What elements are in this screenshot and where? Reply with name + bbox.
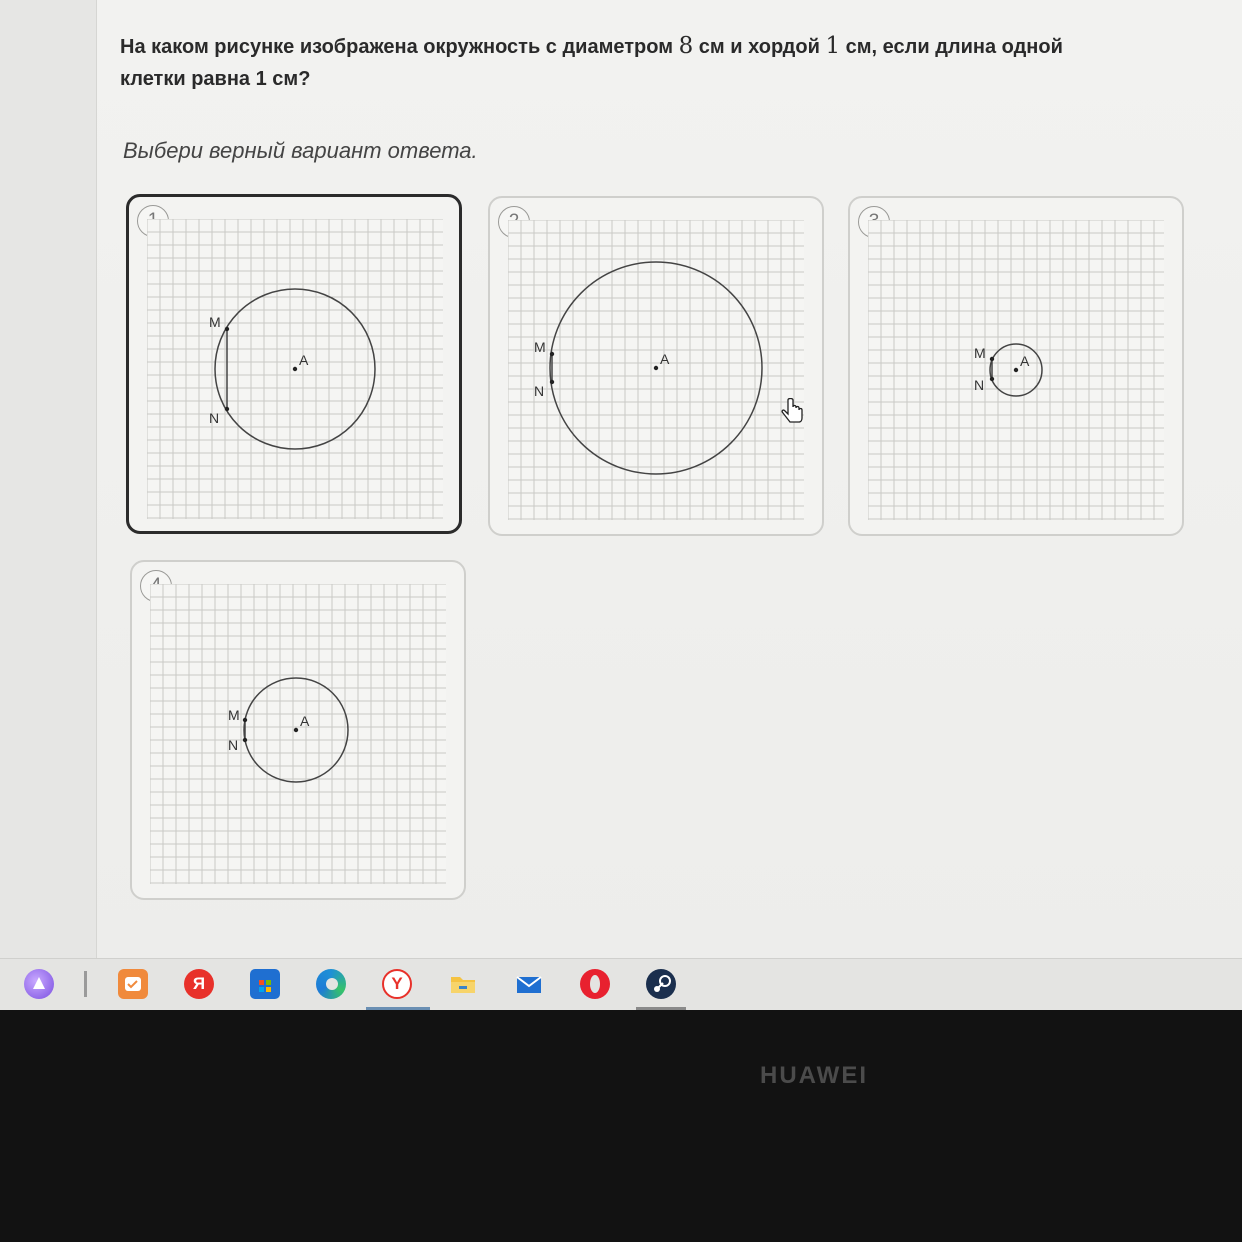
yandex-icon[interactable]: Я (184, 969, 214, 999)
label-n: N (228, 737, 239, 753)
center-point-a (1014, 368, 1018, 372)
point-m (243, 718, 247, 722)
label-n: N (534, 383, 545, 399)
label-m: M (228, 707, 240, 723)
tasks-icon[interactable] (118, 969, 148, 999)
answer-option-3[interactable] (848, 196, 1184, 536)
figure-grid (508, 220, 804, 520)
figure-grid (147, 219, 443, 519)
answer-option-1[interactable] (126, 194, 462, 534)
store-icon[interactable] (250, 969, 280, 999)
taskbar (0, 958, 1242, 1011)
point-m (225, 327, 229, 331)
label-a: A (1020, 353, 1030, 369)
point-n (990, 377, 994, 381)
center-point-a (654, 366, 658, 370)
laptop-bezel (0, 1010, 1242, 1242)
point-n (225, 407, 229, 411)
yandex-browser-icon[interactable]: Y (382, 969, 412, 999)
alice-icon[interactable] (24, 969, 54, 999)
point-n (550, 380, 554, 384)
figure-grid (868, 220, 1164, 520)
brand-logo: HUAWEI (760, 1062, 868, 1089)
mail-icon[interactable] (514, 969, 544, 999)
point-n (243, 738, 247, 742)
figure-grid (150, 584, 446, 884)
label-m: M (209, 314, 221, 330)
point-m (550, 352, 554, 356)
center-point-a (294, 728, 298, 732)
label-a: A (300, 713, 310, 729)
grid-background (150, 584, 446, 884)
point-m (990, 357, 994, 361)
label-n: N (974, 377, 985, 393)
label-m: M (534, 339, 546, 355)
answer-option-4[interactable] (130, 560, 466, 900)
question-text: На каком рисунке изображена окружность с диаметром 8 см и хордой 1 см, если длина одной клетки равна 1 см? (120, 33, 1063, 90)
label-a: A (660, 351, 670, 367)
edge-icon[interactable] (316, 969, 346, 999)
taskbar-separator (84, 971, 87, 997)
label-m: M (974, 345, 986, 361)
label-n: N (209, 410, 220, 426)
opera-icon[interactable] (580, 969, 610, 999)
left-panel (0, 0, 97, 960)
label-a: A (299, 352, 309, 368)
file-explorer-icon[interactable] (448, 969, 478, 999)
hand-cursor-icon (780, 398, 804, 428)
steam-icon[interactable] (646, 969, 676, 999)
instruction-text: Выбери верный вариант ответа. (123, 138, 478, 163)
center-point-a (293, 367, 297, 371)
answer-option-2[interactable] (488, 196, 824, 536)
